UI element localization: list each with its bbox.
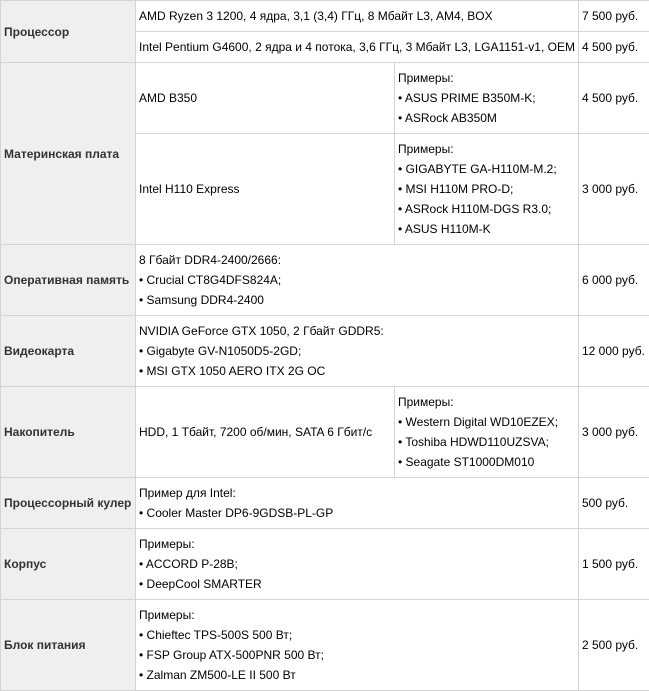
description-cell: [136, 316, 579, 387]
examples-cell: [395, 387, 579, 478]
list-item: • ACCORD P-28B;: [139, 557, 238, 571]
list-item: • ASRock H110M-DGS R3.0;: [398, 202, 552, 216]
category-cell: Процессор: [1, 1, 136, 63]
list-item: • Crucial CT8G4DFS824A;: [139, 273, 282, 287]
table-row: [1, 529, 649, 600]
price-cell: 6 000 руб.: [579, 245, 649, 316]
list-item: • GIGABYTE GA-H110M-M.2;: [398, 162, 557, 176]
description-cell: AMD Ryzen 3 1200, 4 ядра, 3,1 (3,4) ГГц, 8 Мбайт L3, AM4, BOX: [136, 1, 579, 32]
list-item: • MSI H110M PRO-D;: [398, 182, 514, 196]
description-cell: HDD, 1 Тбайт, 7200 об/мин, SATA 6 Гбит/с: [136, 387, 395, 478]
table-row: [1, 316, 649, 387]
category-cell: Материнская плата: [1, 63, 136, 245]
description-cell: Intel H110 Express: [136, 134, 395, 245]
description-cell: [136, 478, 579, 529]
table-row: [1, 600, 649, 691]
list-item: • Western Digital WD10EZEX;: [398, 415, 559, 429]
table-row: [1, 63, 649, 134]
description-cell: [136, 245, 579, 316]
list-item: • Cooler Master DP6-9GDSB-PL-GP: [139, 506, 334, 520]
price-cell: 2 500 руб.: [579, 600, 649, 691]
list-item: • FSP Group ATX-500PNR 500 Вт;: [139, 648, 324, 662]
price-cell: 3 000 руб.: [579, 134, 649, 245]
price-cell: 4 500 руб.: [579, 63, 649, 134]
examples-cell: [395, 134, 579, 245]
table-row: [1, 1, 649, 32]
description-cell: Intel Pentium G4600, 2 ядра и 4 потока, 3,6 ГГц, 3 Мбайт L3, LGA1151-v1, OEM: [136, 32, 579, 63]
category-cell: Накопитель: [1, 387, 136, 478]
list-item: • Samsung DDR4-2400: [139, 293, 264, 307]
table-row: [1, 387, 649, 478]
list-item: • DeepCool SMARTER: [139, 577, 262, 591]
category-cell: Оперативная память: [1, 245, 136, 316]
price-cell: 1 500 руб.: [579, 529, 649, 600]
examples-heading: Примеры:: [398, 142, 454, 156]
table-row: [1, 478, 649, 529]
price-cell: 12 000 руб.: [579, 316, 649, 387]
price-cell: 3 000 руб.: [579, 387, 649, 478]
examples-cell: [395, 63, 579, 134]
category-cell: Видеокарта: [1, 316, 136, 387]
description-heading: Примеры:: [139, 608, 195, 622]
description-cell: [136, 600, 579, 691]
list-item: • ASRock AB350M: [398, 111, 497, 125]
examples-heading: Примеры:: [398, 395, 454, 409]
category-cell: Блок питания: [1, 600, 136, 691]
list-item: • ASUS H110M-K: [398, 222, 491, 236]
category-cell: Процессорный кулер: [1, 478, 136, 529]
list-item: • Zalman ZM500-LE II 500 Вт: [139, 668, 296, 682]
description-cell: [136, 529, 579, 600]
price-cell: 500 руб.: [579, 478, 649, 529]
description-heading: Пример для Intel:: [139, 486, 236, 500]
list-item: • ASUS PRIME B350M-K;: [398, 91, 536, 105]
table-row: [1, 245, 649, 316]
description-heading: NVIDIA GeForce GTX 1050, 2 Гбайт GDDR5:: [139, 324, 384, 338]
price-cell: 4 500 руб.: [579, 32, 649, 63]
category-cell: Корпус: [1, 529, 136, 600]
list-item: • Chieftec TPS-500S 500 Вт;: [139, 628, 293, 642]
price-cell: 7 500 руб.: [579, 1, 649, 32]
description-cell: AMD B350: [136, 63, 395, 134]
list-item: • MSI GTX 1050 AERO ITX 2G OC: [139, 364, 326, 378]
list-item: • Seagate ST1000DM010: [398, 455, 535, 469]
examples-heading: Примеры:: [398, 71, 454, 85]
description-heading: Примеры:: [139, 537, 195, 551]
list-item: • Toshiba HDWD110UZSVA;: [398, 435, 549, 449]
list-item: • Gigabyte GV-N1050D5-2GD;: [139, 344, 302, 358]
description-heading: 8 Гбайт DDR4-2400/2666:: [139, 253, 282, 267]
